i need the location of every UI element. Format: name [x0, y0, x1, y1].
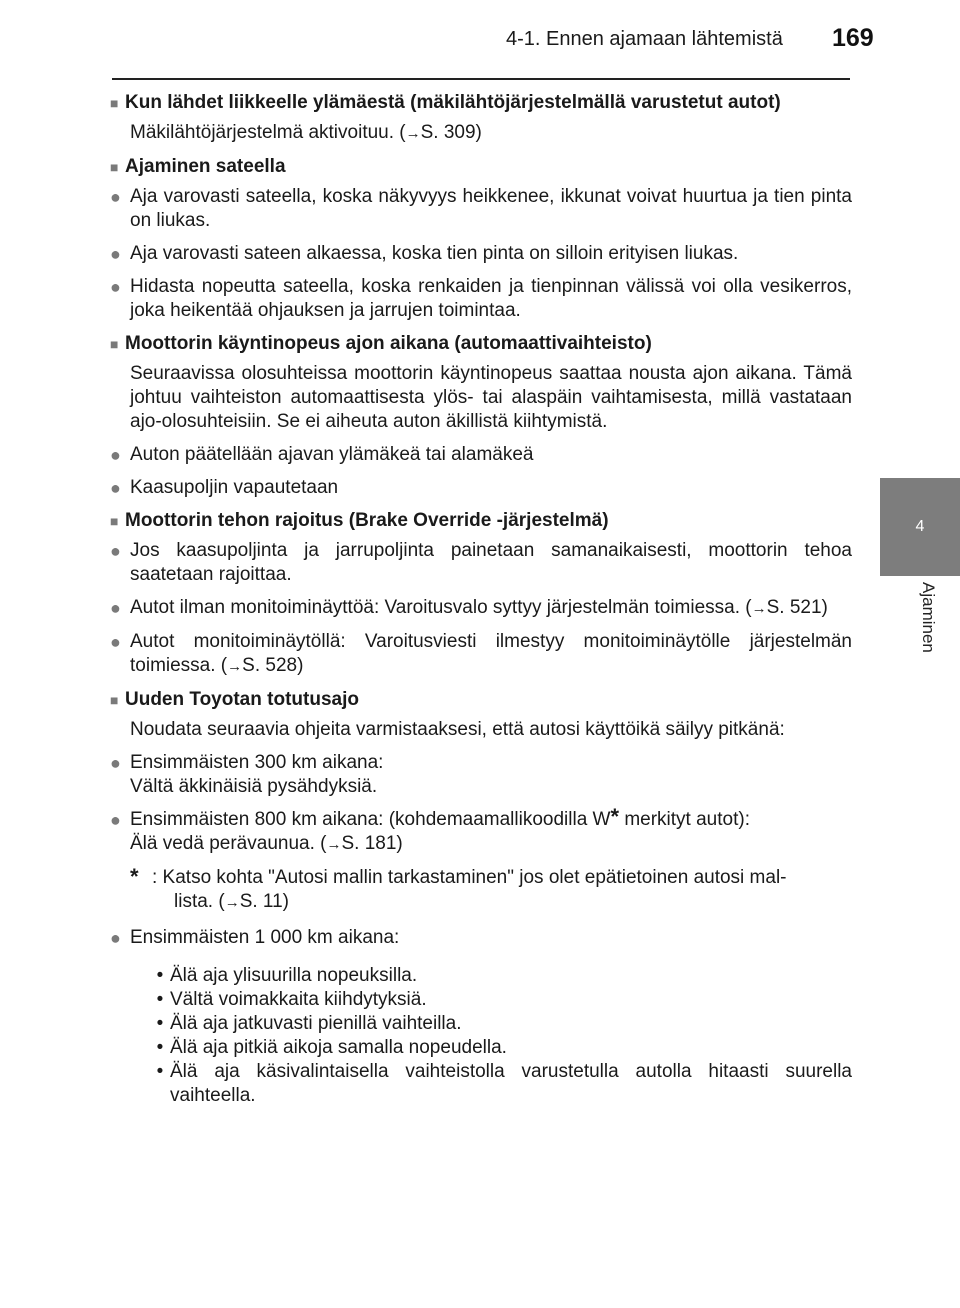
- list-item-text-part: Autot monitoiminäytöllä: Varoitusviesti ilmestyy monitoiminäytölle järjestelmän toimiessa. (: [130, 631, 852, 676]
- bullet-icon: ●: [110, 244, 121, 264]
- page-number: 169: [832, 24, 874, 52]
- asterisk-mark: *: [130, 864, 139, 889]
- page-header: [0, 0, 960, 80]
- arrow-icon: →: [751, 600, 767, 617]
- list-item-text: Hidasta nopeutta sateella, koska renkaiden ja tienpinnan välissä voi olla vesikerros, joka heikentää ohjauksen ja jarrujen toimintaa.: [130, 276, 852, 321]
- arrow-icon: →: [326, 836, 342, 853]
- paragraph: [130, 121, 852, 146]
- sub-bullet-icon: •: [156, 1061, 164, 1082]
- bullet-icon: ●: [110, 753, 121, 773]
- square-bullet-icon: ■: [110, 159, 119, 175]
- sub-list-item: [150, 1060, 852, 1108]
- page-reference-link[interactable]: S. 528): [242, 655, 304, 676]
- sub-bullet-icon: •: [156, 1013, 164, 1034]
- paragraph: Noudata seuraavia ohjeita varmistaaksesi, että autosi käyttöikä säilyy pitkänä:: [130, 719, 785, 740]
- list-item: [110, 926, 852, 1108]
- header-divider: [112, 78, 850, 80]
- sub-list-item: [150, 964, 852, 988]
- section-heading: [110, 509, 852, 533]
- list-item: [110, 596, 852, 621]
- section-heading: [110, 155, 852, 179]
- list-item-text: [130, 926, 852, 1108]
- bullet-icon: ●: [110, 632, 121, 652]
- chapter-tab: [880, 478, 960, 576]
- sub-list-item-text: Älä aja käsivalintaisella vaihteistolla varustetulla autolla hitaasti suurella vaihteella.: [170, 1061, 852, 1106]
- section-heading: [110, 688, 852, 712]
- section-heading: [110, 91, 852, 115]
- square-bullet-icon: ■: [110, 692, 119, 708]
- arrow-icon: →: [405, 125, 421, 142]
- chapter-tab-label: Ajaminen: [919, 582, 938, 653]
- bullet-icon: ●: [110, 598, 121, 618]
- list-item: [110, 443, 852, 467]
- list-item-line: Ensimmäisten 300 km aikana:: [130, 752, 384, 773]
- section-title: Kun lähdet liikkeelle ylämäestä (mäkilähtöjärjestelmällä varustetut autot): [125, 92, 781, 113]
- chapter-tab-number: 4: [915, 518, 925, 535]
- section-title: Moottorin tehon rajoitus (Brake Override -järjestelmä): [125, 510, 609, 531]
- sub-list-item: [150, 988, 852, 1012]
- list-item: [110, 242, 852, 266]
- list-item: [110, 275, 852, 323]
- list-item-text: Aja varovasti sateen alkaessa, koska tien pinta on silloin erityisen liukas.: [130, 243, 739, 264]
- arrow-icon: →: [224, 894, 240, 911]
- section-title: Ajaminen sateella: [125, 156, 286, 177]
- bullet-icon: ●: [110, 928, 121, 948]
- section-title: Uuden Toyotan totutusajo: [125, 689, 359, 710]
- section-heading: [110, 332, 852, 356]
- list-item-text-part: Ensimmäisten 800 km aikana: (kohdemaamallikoodilla W: [130, 809, 611, 830]
- square-bullet-icon: ■: [110, 336, 119, 352]
- bullet-icon: ●: [110, 277, 121, 297]
- sub-bullet-icon: •: [156, 965, 164, 986]
- square-bullet-icon: ■: [110, 95, 119, 111]
- page-reference-link[interactable]: S. 11): [239, 891, 289, 912]
- list-item-text: Kaasupoljin vapautetaan: [130, 477, 339, 498]
- bullet-icon: ●: [110, 810, 121, 830]
- sub-list-item-text: Älä aja pitkiä aikoja samalla nopeudella.: [170, 1037, 507, 1058]
- footnote-text: [152, 866, 852, 915]
- list-item: [110, 804, 852, 857]
- list-item-text-part: merkityt autot):: [619, 809, 750, 830]
- list-item-text-part: Autot ilman monitoiminäyttöä: Varoitusvalo syttyy järjestelmän toimiessa. (: [130, 597, 752, 618]
- list-item-line: Vältä äkkinäisiä pysähdyksiä.: [130, 776, 378, 797]
- bullet-icon: ●: [110, 187, 121, 207]
- asterisk-mark: *: [610, 804, 620, 829]
- sub-list-item-text: Älä aja ylisuurilla nopeuksilla.: [170, 965, 418, 986]
- page-reference-link[interactable]: S. 309): [420, 122, 482, 143]
- footnote-text-part: lista. (: [174, 891, 225, 912]
- list-item-text: Jos kaasupoljinta ja jarrupoljinta painetaan samanaikaisesti, moottorin tehoa saatetaan rajoittaa.: [130, 540, 852, 585]
- arrow-icon: →: [227, 658, 243, 675]
- bullet-icon: ●: [110, 541, 121, 561]
- square-bullet-icon: ■: [110, 513, 119, 529]
- sub-list: [150, 964, 852, 1108]
- footnote-line: : Katso kohta "Autosi mallin tarkastaminen" jos olet epätietoinen autosi mal-: [152, 867, 787, 888]
- list-item-text: [130, 596, 852, 621]
- footnote-line: [152, 890, 852, 915]
- list-item-text: Auton päätellään ajavan ylämäkeä tai alamäkeä: [130, 444, 534, 465]
- page-content: [110, 91, 852, 1117]
- sub-list-item-text: Vältä voimakkaita kiihdytyksiä.: [170, 989, 427, 1010]
- list-item: [110, 630, 852, 679]
- list-item: [110, 185, 852, 233]
- bullet-icon: ●: [110, 478, 121, 498]
- sub-list-item-text: Älä aja jatkuvasti pienillä vaihteilla.: [170, 1013, 462, 1034]
- list-item-text: [130, 804, 852, 857]
- section-title: Moottorin käyntinopeus ajon aikana (automaattivaihteisto): [125, 333, 652, 354]
- paragraph: Seuraavissa olosuhteissa moottorin käyntinopeus saattaa nousta ajon aikana. Tämä johtuu vaihteiston automaattisesta ylös- tai alaspäin vaihtamisesta, millä vastataan ajo-olosuhteisiin. Se ei aiheuta auton äkillistä kiihtymistä.: [130, 363, 852, 432]
- page-reference-link[interactable]: S. 181): [341, 833, 403, 854]
- list-item-text-part: Älä vedä perävaunua. (: [130, 833, 327, 854]
- list-item: [110, 751, 852, 799]
- paragraph-text: Mäkilähtöjärjestelmä aktivoituu. (: [130, 122, 406, 143]
- sub-list-item: [150, 1036, 852, 1060]
- chapter-title: 4-1. Ennen ajamaan lähtemistä: [506, 28, 783, 50]
- list-item: [110, 539, 852, 587]
- sub-list-item: [150, 1012, 852, 1036]
- list-item-text-part: Ensimmäisten 1 000 km aikana:: [130, 927, 400, 948]
- page-reference-link[interactable]: S. 521): [766, 597, 828, 618]
- sub-bullet-icon: •: [156, 1037, 164, 1058]
- list-item-text: Aja varovasti sateella, koska näkyvyys heikkenee, ikkunat voivat huurtua ja tien pinta on liukas.: [130, 186, 852, 231]
- list-item-text: [130, 630, 852, 679]
- sub-bullet-icon: •: [156, 989, 164, 1010]
- list-item-text: [130, 751, 852, 799]
- bullet-icon: ●: [110, 445, 121, 465]
- footnote: [130, 866, 852, 915]
- list-item: [110, 476, 852, 500]
